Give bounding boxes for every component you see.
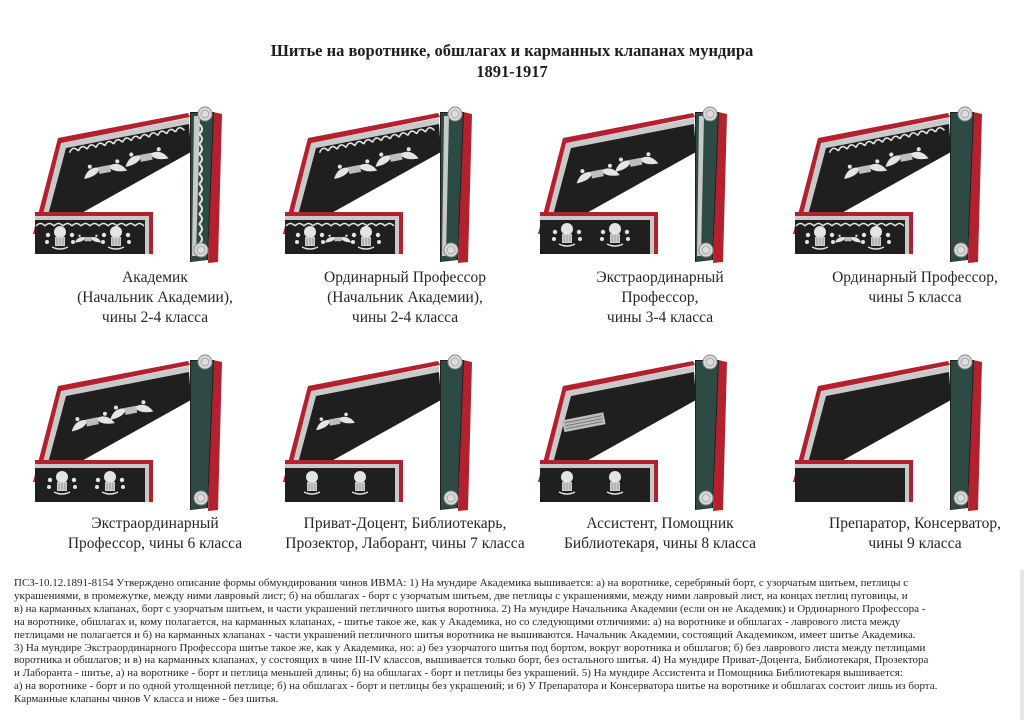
title-line-1: Шитье на воротнике, обшлагах и карманных клапанах мундира <box>270 41 754 60</box>
pocket-flap-piece <box>190 107 222 263</box>
panel-caption <box>270 268 540 328</box>
pocket-flap-piece <box>695 355 727 511</box>
footnote-line: ПСЗ-10.12.1891-8154 Утверждено описание формы обмундирования чинов ИВМА: 1) На мундире Академика вышивается: а) на воротнике, серебряный борт, с узорчатым шитьем, петлицы с <box>14 577 909 589</box>
uniform-embroidery-illustration <box>790 100 1024 265</box>
pocket-flap-piece <box>440 355 472 511</box>
page-title <box>0 40 1024 82</box>
uniform-embroidery-illustration <box>790 348 1024 513</box>
panel-preparator-9 <box>790 348 1024 588</box>
panel-ord-prof-5 <box>790 100 1024 340</box>
uniform-embroidery-illustration <box>535 100 785 265</box>
footnote-line: а) на воротнике - борт и по одной утолщенной петлице; б) на обшлагах - борт и петлицы без украшений; и 6) У Препаратора и Консерватора шитье на воротнике и обшлагах состоит лишь из борта. <box>14 680 938 693</box>
caption-line: чины 9 класса <box>868 535 962 552</box>
caption-line: Препаратор, Консерватор, <box>829 515 1001 532</box>
panel-assistent-8 <box>535 348 785 588</box>
pocket-flap-piece <box>950 107 982 263</box>
panel-caption <box>270 514 540 554</box>
caption-line: Экстраординарный <box>91 515 219 532</box>
footnote-line: 3) На мундире Экстраординарного Профессора шитье такое же, как у Академика, но: а) без узорчатого шитья под бортом, вокруг воротника и обшлагов; б) без лаврового листа между петлицами <box>14 641 926 654</box>
panel-caption <box>20 268 290 328</box>
footnote-line: воротника и обшлагов; и в) на карманных клапанах, у состоящих в чине III-IV классов, вышивается только борт, без остального шитья. 4) На мундире Приват-Доцента, Библиотекаря, Прозектора <box>14 654 929 667</box>
cuff-piece <box>540 460 658 502</box>
cuff-piece <box>35 212 153 254</box>
uniform-embroidery-illustration <box>535 348 785 513</box>
caption-line: Библиотекаря, чины 8 класса <box>563 535 756 552</box>
caption-line: Приват-Доцент, Библиотекарь, <box>303 515 507 532</box>
caption-line: чины 5 класса <box>868 289 962 306</box>
footnote-line: украшениями, в промежутке, между ними лавровый лист; б) на обшлагах - борт с узорчатым шитьем, две петлицы с украшениями, между ними лавровый лист, на концах петлиц пуговицы, и <box>14 589 908 602</box>
pocket-flap-piece <box>190 355 222 511</box>
cuff-piece <box>35 460 153 502</box>
footnote-line: Карманные клапаны чинов V класса и ниже - без шитья. <box>14 693 279 706</box>
caption-line: чины 2-4 класса <box>101 309 209 326</box>
panel-ord-prof-2-4 <box>280 100 530 340</box>
pocket-flap-piece <box>440 107 472 263</box>
panel-extra-prof-3-4 <box>535 100 785 340</box>
panel-extra-prof-6 <box>30 348 280 588</box>
caption-line: Экстраординарный <box>596 269 724 286</box>
panel-akademik <box>30 100 280 340</box>
panel-privat-dozent-7 <box>280 348 530 588</box>
panel-caption <box>525 514 795 554</box>
caption-line: (Начальник Академии), <box>77 289 233 306</box>
cuff-piece <box>285 460 403 502</box>
panel-caption <box>20 514 290 554</box>
cuff-piece <box>285 212 403 254</box>
caption-line: Академик <box>122 269 188 286</box>
pocket-flap-piece <box>950 355 982 511</box>
uniform-embroidery-illustration <box>280 348 530 513</box>
caption-line: Ординарный Профессор <box>324 269 486 286</box>
uniform-embroidery-illustration <box>30 100 280 265</box>
panel-caption <box>780 268 1024 308</box>
cuff-piece <box>795 212 913 254</box>
uniform-embroidery-illustration <box>30 348 280 513</box>
decree-footnote <box>14 577 1018 706</box>
page-edge-divider <box>1020 570 1024 720</box>
caption-line: Профессор, <box>621 289 699 306</box>
caption-line: чины 2-4 класса <box>351 309 459 326</box>
uniform-embroidery-illustration <box>280 100 530 265</box>
pocket-flap-piece <box>695 107 727 263</box>
panel-caption <box>525 268 795 328</box>
caption-line: Ординарный Профессор, <box>832 269 998 286</box>
caption-line: (Начальник Академии), <box>327 289 483 306</box>
cuff-piece <box>540 212 658 254</box>
caption-line: Профессор, чины 6 класса <box>67 535 243 552</box>
footnote-line: и Лаборанта - шитье, а) на воротнике - борт и петлица меньшей длины; б) на обшлагах - борт и петлицы без украшений. 5) На мундире Ассистента и Помощника Библиотекаря вышивается: <box>14 667 903 680</box>
caption-line: Прозектор, Лаборант, чины 7 класса <box>285 535 525 552</box>
footnote-line: петлицами не полагается и б) на карманных клапанах - части украшений петличного шитья воротника не вышиваются. Начальник Академии, состоящий Академиком, имеет шитье Академика. <box>14 628 916 641</box>
panel-caption <box>780 514 1024 554</box>
footnote-line: в) на карманных клапанах, борт с узорчатым шитьем, и части украшений петличного шитья воротника. 2) На мундире Начальника Академии (если он не Академик) и Ординарного Профессора - <box>14 602 926 615</box>
cuff-piece <box>795 460 913 502</box>
caption-line: Ассистент, Помощник <box>586 515 734 532</box>
title-line-2: 1891-1917 <box>476 62 548 81</box>
footnote-line: на воротнике, обшлагах и, кому полагается, на карманных клапанах, - шитье такое же, как у Академика, но со следующими отличиями: а) на воротнике и обшлагах - лаврового листа между <box>14 615 901 628</box>
caption-line: чины 3-4 класса <box>606 309 714 326</box>
